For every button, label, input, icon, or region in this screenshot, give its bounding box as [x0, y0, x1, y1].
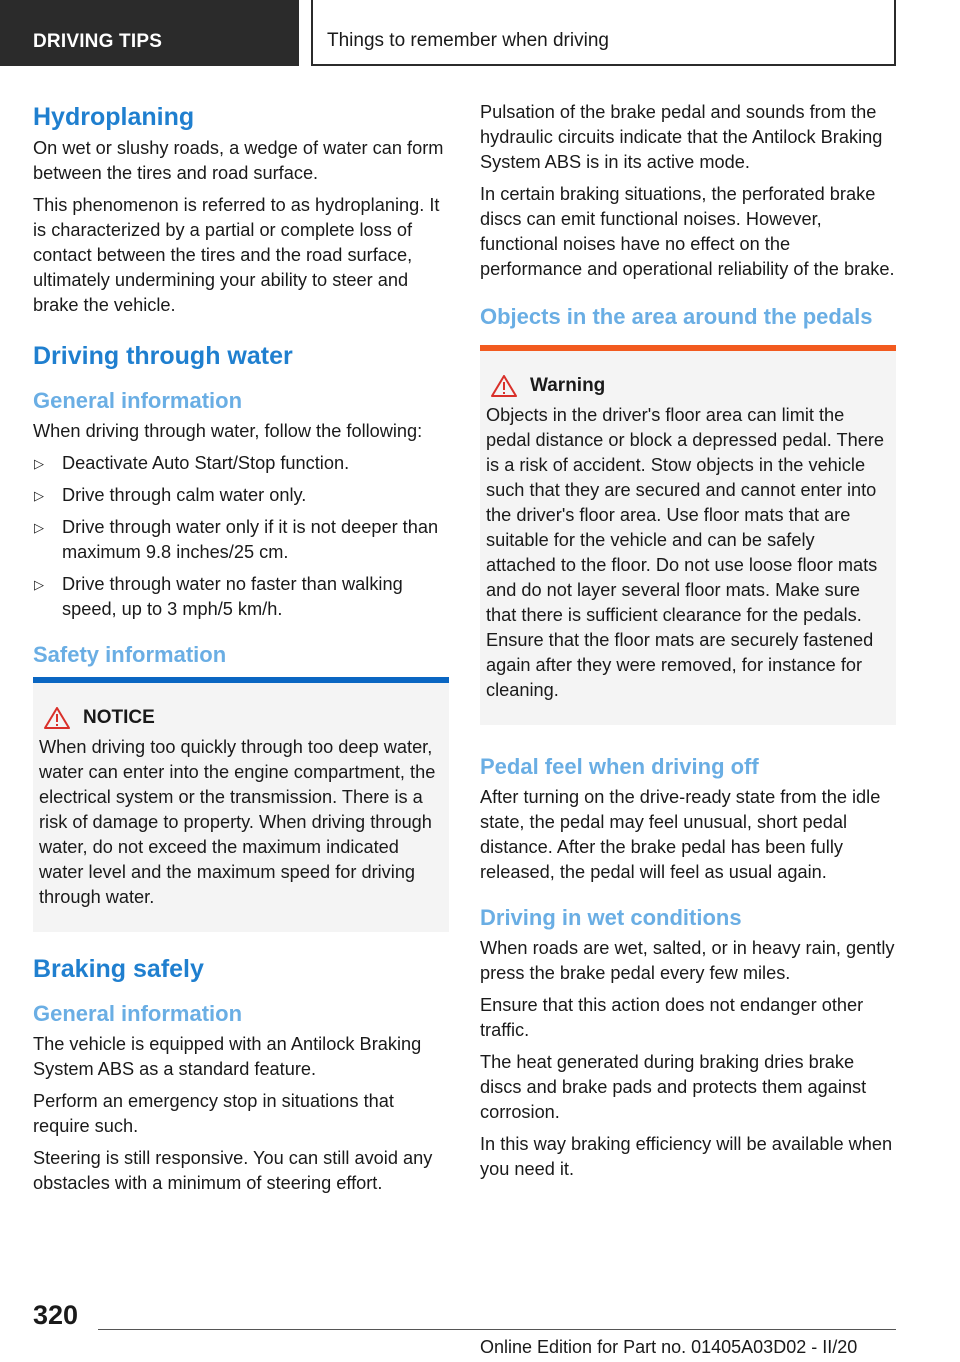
- list-item: ▷ Drive through water only if it is not deeper than maximum 9.8 inches/25 cm.: [34, 517, 439, 562]
- wet-paragraph-2: Ensure that this action does not endanger other traffic.: [480, 995, 864, 1040]
- heading-objects-around-pedals: Objects in the area around the pedals: [480, 304, 873, 329]
- notice-text: When driving too quickly through too deep water, water can enter into the engine compartment, the electrical system or the transmission. There is a risk of damage to property. When driving through water, do not exceed the maximum indicated water level and the maximum speed for driving through water.: [39, 737, 436, 907]
- left-column: [33, 100, 449, 1203]
- list-item: ▷ Drive through calm water only.: [33, 483, 449, 508]
- hydroplaning-paragraph-2: This phenomenon is referred to as hydroplaning. It is characterized by a partial or complete loss of contact between the tires and the road surface, ultimately undermining your ability to steer and brake the vehicle.: [33, 195, 440, 315]
- heading-driving-through-water: Driving through water: [33, 342, 293, 370]
- heading-braking-general-information: General information: [33, 1001, 243, 1026]
- heading-hydroplaning: Hydroplaning: [33, 103, 195, 131]
- heading-safety-information: Safety information: [33, 642, 227, 667]
- braking-paragraph-2: Perform an emergency stop in situations that require such.: [33, 1091, 394, 1136]
- warning-box: [480, 345, 896, 725]
- warning-triangle-icon: [491, 375, 517, 397]
- water-bullet-list: [33, 451, 449, 622]
- wet-paragraph-3: The heat generated during braking dries brake discs and brake pads and protects them against corrosion.: [480, 1052, 867, 1122]
- wet-paragraph-1: When roads are wet, salted, or in heavy rain, gently press the brake pedal every few miles.: [480, 938, 895, 983]
- abs-pulsation-paragraph: Pulsation of the brake pedal and sounds from the hydraulic circuits indicate that the Antilock Braking System ABS is in its active mode.: [480, 102, 883, 172]
- triangle-right-outline-icon: ▷: [34, 520, 44, 535]
- triangle-right-outline-icon: ▷: [34, 456, 44, 471]
- triangle-right-outline-icon: ▷: [34, 577, 44, 592]
- footer-divider: [98, 1329, 896, 1330]
- triangle-right-outline-icon: ▷: [34, 488, 44, 503]
- list-item: ▷ Deactivate Auto Start/Stop function.: [33, 451, 449, 476]
- notice-label: NOTICE: [83, 707, 155, 728]
- warning-triangle-icon: [44, 707, 70, 729]
- warning-label: Warning: [530, 375, 606, 396]
- header-chapter-title: Things to remember when driving: [311, 0, 896, 66]
- notice-box: [33, 677, 449, 932]
- warning-text: Objects in the driver's floor area can limit the pedal distance or block a depressed pedal. There is a risk of accident. Stow objects in the vehicle such that they are secured and cannot enter into the driver's floor area. Use floor mats that are suitable for the vehicle and can be safely attached to the floor. Do not use loose floor mats and do not layer several floor mats. Make sure that there is sufficient clearance for the pedals. Ensure that the floor mats are securely fastened again after they were removed, for instance for cleaning.: [486, 405, 885, 700]
- wet-paragraph-4: In this way braking efficiency will be available when you need it.: [480, 1134, 893, 1179]
- header-section-label: DRIVING TIPS: [0, 0, 299, 66]
- right-column: [480, 100, 896, 1189]
- heading-pedal-feel: Pedal feel when driving off: [480, 754, 759, 779]
- page-number: 320: [33, 1300, 79, 1330]
- heading-general-information: General information: [33, 388, 243, 413]
- pedal-feel-paragraph: After turning on the drive-ready state from the idle state, the pedal may feel unusual, short pedal distance. After the brake pedal has been fully released, the pedal will feel as usual again.: [480, 787, 881, 882]
- hydroplaning-paragraph-1: On wet or slushy roads, a wedge of water can form between the tires and road surface.: [33, 138, 444, 183]
- braking-paragraph-1: The vehicle is equipped with an Antilock Braking System ABS as a standard feature.: [33, 1034, 422, 1079]
- braking-paragraph-3: Steering is still responsive. You can still avoid any obstacles with a minimum of steering effort.: [33, 1148, 433, 1193]
- footer-edition-text: Online Edition for Part no. 01405A03D02 - II/20: [480, 1337, 858, 1357]
- brake-noise-paragraph: In certain braking situations, the perforated brake discs can emit functional noises. However, functional noises have no effect on the performance and operational reliability of the brake.: [480, 184, 895, 279]
- page-header: [0, 0, 960, 66]
- water-intro-paragraph: When driving through water, follow the following:: [33, 421, 423, 441]
- heading-wet-conditions: Driving in wet conditions: [480, 905, 742, 930]
- heading-braking-safely: Braking safely: [33, 955, 204, 983]
- list-item: ▷ Drive through water no faster than walking speed, up to 3 mph/5 km/h.: [34, 574, 403, 619]
